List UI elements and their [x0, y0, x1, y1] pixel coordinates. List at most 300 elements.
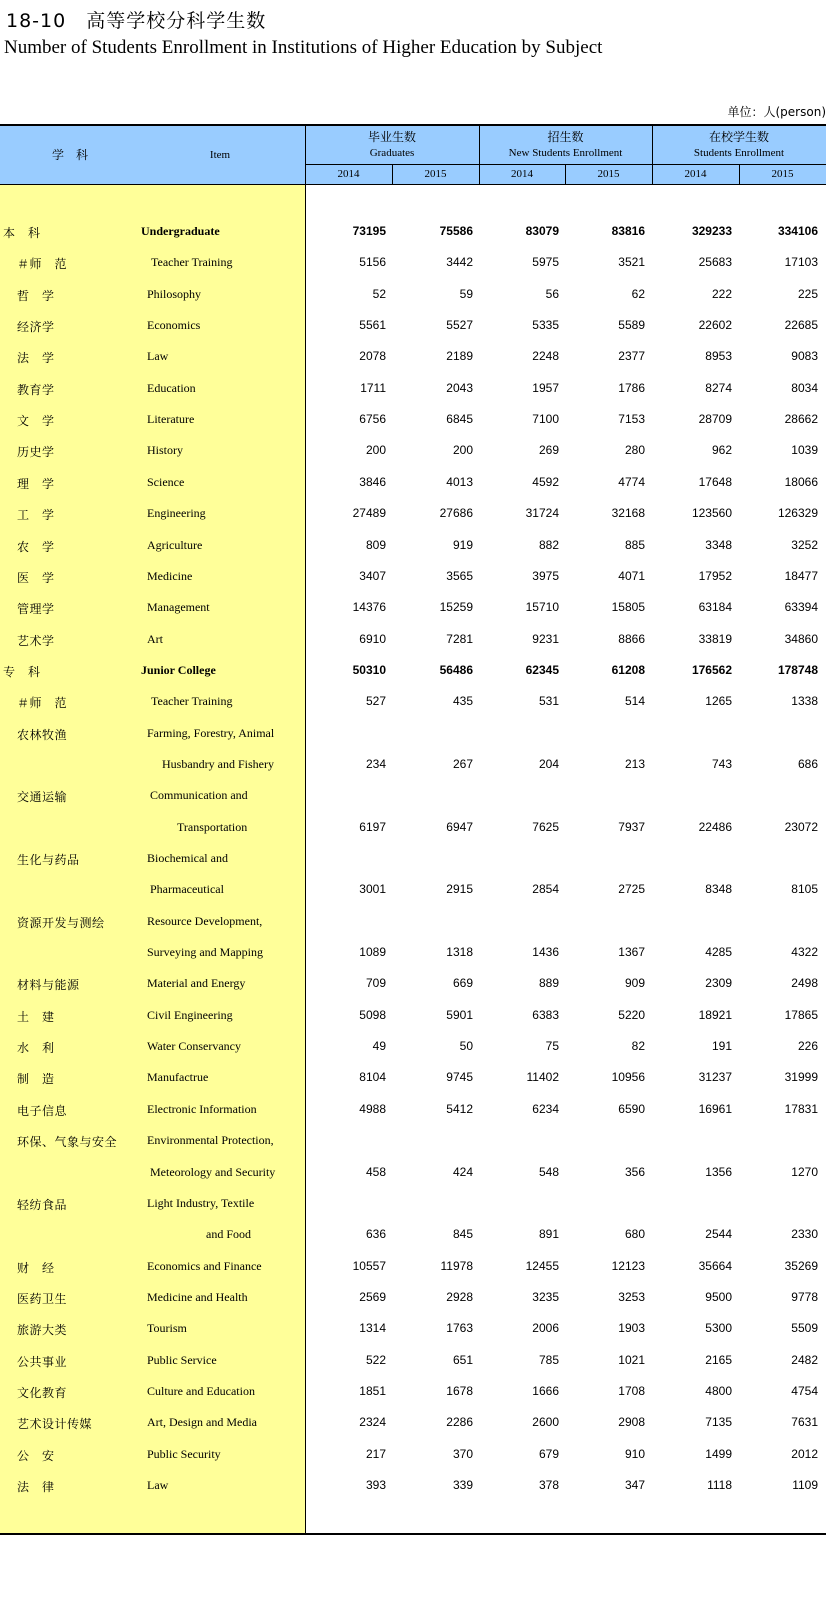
cell-value: 5589 [618, 318, 645, 332]
row-label-english: Teacher Training [151, 694, 233, 708]
cell-value: 962 [711, 443, 732, 457]
cell-value: 9083 [791, 349, 818, 363]
table-row [0, 506, 826, 526]
cell-value: 1356 [705, 1165, 732, 1179]
row-label-chinese: 本 科 [3, 226, 41, 240]
cell-value: 33819 [698, 632, 732, 646]
row-label-chinese: 资源开发与测绘 [17, 916, 105, 930]
cell-value: 32168 [611, 506, 645, 520]
table-row [0, 757, 826, 777]
cell-value: 213 [624, 757, 645, 771]
cell-value: 62 [631, 287, 645, 301]
cell-value: 669 [452, 976, 473, 990]
row-label-english: Environmental Protection, [147, 1133, 274, 1147]
row-label-chinese: 专 科 [3, 665, 41, 679]
row-label-chinese: 环保、气象与安全 [17, 1135, 118, 1149]
cell-value: 23072 [784, 820, 818, 834]
table-row [0, 945, 826, 965]
cell-value: 1265 [705, 694, 732, 708]
row-label-english: Husbandry and Fishery [162, 757, 274, 771]
cell-value: 75 [545, 1039, 559, 1053]
row-label-chinese: 材料与能源 [17, 978, 80, 992]
cell-value: 18921 [698, 1008, 732, 1022]
row-label-chinese: 电子信息 [17, 1104, 68, 1118]
cell-value: 2725 [618, 882, 645, 896]
row-label-english: Medicine [147, 569, 193, 583]
cell-value: 83816 [611, 224, 645, 238]
cell-value: 7625 [532, 820, 559, 834]
table-row [0, 632, 826, 652]
cell-value: 7937 [618, 820, 645, 834]
cell-value: 2600 [532, 1415, 559, 1429]
cell-value: 2324 [359, 1415, 386, 1429]
cell-value: 2544 [705, 1227, 732, 1241]
row-label-english: Philosophy [147, 287, 202, 301]
cell-value: 12455 [525, 1259, 559, 1273]
row-label-english: Surveying and Mapping [147, 945, 263, 959]
cell-value: 178748 [777, 663, 818, 677]
cell-value: 2286 [446, 1415, 473, 1429]
cell-value: 1499 [705, 1447, 732, 1461]
row-label-chinese: 艺术学 [17, 634, 55, 648]
cell-value: 6947 [446, 820, 473, 834]
cell-value: 27489 [352, 506, 386, 520]
row-label-english: History [147, 443, 183, 457]
table-row [0, 882, 826, 902]
cell-value: 1851 [359, 1384, 386, 1398]
cell-value: 2248 [532, 349, 559, 363]
cell-value: 435 [452, 694, 473, 708]
row-label-english: Art [147, 632, 163, 646]
cell-value: 4592 [532, 475, 559, 489]
table-title-english: Number of Students Enrollment in Institutions of Higher Education by Subject [4, 37, 603, 58]
row-label-chinese: 法 学 [17, 351, 55, 365]
table-row [0, 820, 826, 840]
cell-value: 4013 [446, 475, 473, 489]
row-label-chinese: 土 建 [17, 1010, 55, 1024]
cell-value: 2915 [446, 882, 473, 896]
cell-value: 15259 [439, 600, 473, 614]
row-label-chinese: 生化与药品 [17, 853, 80, 867]
cell-value: 17103 [784, 255, 818, 269]
unit-label: 单位：人(person) [727, 105, 826, 119]
table-row [0, 224, 826, 244]
row-label-chinese: 经济学 [17, 320, 55, 334]
group-header-enrollment-en: Students Enrollment [693, 147, 785, 159]
cell-value: 1903 [618, 1321, 645, 1335]
cell-value: 5509 [791, 1321, 818, 1335]
cell-value: 31237 [698, 1070, 732, 1084]
cell-value: 204 [538, 757, 559, 771]
cell-value: 3348 [705, 538, 732, 552]
cell-value: 9745 [446, 1070, 473, 1084]
year-header: 2014 [337, 168, 360, 180]
table-row [0, 381, 826, 401]
cell-value: 5975 [532, 255, 559, 269]
group-header-graduates-cn: 毕业生数 [367, 130, 416, 144]
row-label-chinese: 艺术设计传媒 [17, 1417, 93, 1431]
cell-value: 1338 [791, 694, 818, 708]
cell-value: 4322 [791, 945, 818, 959]
table-row [0, 694, 826, 714]
year-divider [392, 165, 393, 184]
cell-value: 6910 [359, 632, 386, 646]
cell-value: 651 [452, 1353, 473, 1367]
row-label-english: Public Service [147, 1353, 217, 1367]
row-label-chinese: 工 学 [17, 508, 55, 522]
row-label-chinese: 医 学 [17, 571, 55, 585]
cell-value: 52 [372, 287, 386, 301]
cell-value: 7153 [618, 412, 645, 426]
cell-value: 28662 [784, 412, 818, 426]
cell-value: 11978 [440, 1259, 473, 1273]
row-label-english: Light Industry, Textile [147, 1196, 255, 1210]
year-divider [565, 165, 566, 184]
cell-value: 378 [538, 1478, 559, 1492]
cell-value: 1314 [359, 1321, 386, 1335]
cell-value: 59 [459, 287, 473, 301]
cell-value: 2854 [532, 882, 559, 896]
cell-value: 5098 [359, 1008, 386, 1022]
row-label-english: Resource Development, [147, 914, 263, 928]
year-header: 2015 [424, 168, 447, 180]
cell-value: 514 [624, 694, 645, 708]
cell-value: 2908 [618, 1415, 645, 1429]
cell-value: 4071 [618, 569, 645, 583]
cell-value: 339 [452, 1478, 473, 1492]
table-row [0, 1227, 826, 1247]
cell-value: 4754 [791, 1384, 818, 1398]
cell-value: 531 [538, 694, 559, 708]
item-header-chinese: 学 科 [51, 148, 88, 162]
cell-value: 17952 [698, 569, 732, 583]
cell-value: 1786 [618, 381, 645, 395]
cell-value: 1367 [618, 945, 645, 959]
table-row [0, 443, 826, 463]
cell-value: 10557 [352, 1259, 386, 1273]
cell-value: 709 [365, 976, 386, 990]
table-row [0, 1259, 826, 1279]
cell-value: 1711 [360, 381, 386, 395]
cell-value: 56 [545, 287, 559, 301]
table-row [0, 914, 826, 934]
cell-value: 3001 [359, 882, 386, 896]
table-row [0, 1133, 826, 1153]
row-label-chinese: 农林牧渔 [17, 728, 68, 742]
cell-value: 5901 [446, 1008, 473, 1022]
cell-value: 2012 [791, 1447, 818, 1461]
table-row [0, 287, 826, 307]
cell-value: 28709 [698, 412, 732, 426]
table-row [0, 1478, 826, 1498]
cell-value: 424 [452, 1165, 473, 1179]
row-label-english: Agriculture [147, 538, 203, 552]
cell-value: 7631 [791, 1415, 818, 1429]
table-row [0, 600, 826, 620]
cell-value: 269 [538, 443, 559, 457]
cell-value: 919 [452, 538, 473, 552]
row-label-english: Literature [147, 412, 195, 426]
cell-value: 522 [365, 1353, 386, 1367]
cell-value: 200 [452, 443, 473, 457]
cell-value: 3846 [359, 475, 386, 489]
cell-value: 126329 [777, 506, 818, 520]
table-row [0, 663, 826, 683]
cell-value: 1039 [791, 443, 818, 457]
row-label-english: Economics [147, 318, 201, 332]
cell-value: 191 [711, 1039, 732, 1053]
row-label-chinese: ＃师 范 [17, 257, 68, 271]
cell-value: 370 [452, 1447, 473, 1461]
row-label-english: Pharmaceutical [150, 882, 224, 896]
cell-value: 56486 [439, 663, 473, 677]
cell-value: 267 [452, 757, 473, 771]
year-divider [739, 165, 740, 184]
cell-value: 909 [624, 976, 645, 990]
cell-value: 8034 [791, 381, 818, 395]
cell-value: 8274 [705, 381, 732, 395]
cell-value: 3253 [618, 1290, 645, 1304]
row-label-english: Manufactrue [147, 1070, 209, 1084]
cell-value: 8105 [791, 882, 818, 896]
row-label-chinese: 水 利 [17, 1041, 55, 1055]
cell-value: 9231 [532, 632, 559, 646]
table-row [0, 1070, 826, 1090]
table-row [0, 1447, 826, 1467]
cell-value: 5335 [532, 318, 559, 332]
cell-value: 17865 [784, 1008, 818, 1022]
cell-value: 2309 [705, 976, 732, 990]
group-header-enrollment-cn: 在校学生数 [708, 130, 769, 144]
row-label-english: Science [147, 475, 185, 489]
row-label-chinese: 公共事业 [17, 1355, 68, 1369]
cell-value: 73195 [352, 224, 386, 238]
table-row [0, 475, 826, 495]
row-label-chinese: 文化教育 [17, 1386, 68, 1400]
row-label-english: Culture and Education [147, 1384, 255, 1398]
cell-value: 1436 [532, 945, 559, 959]
row-label-english: Teacher Training [151, 255, 233, 269]
cell-value: 8104 [359, 1070, 386, 1084]
row-label-chinese: 管理学 [17, 602, 55, 616]
cell-value: 7100 [532, 412, 559, 426]
cell-value: 6383 [532, 1008, 559, 1022]
cell-value: 2006 [532, 1321, 559, 1335]
cell-value: 18477 [784, 569, 818, 583]
cell-value: 527 [365, 694, 386, 708]
item-header-english: Item [209, 149, 231, 161]
row-label-english: Engineering [147, 506, 206, 520]
table-header [0, 125, 826, 184]
row-label-english: Material and Energy [147, 976, 246, 990]
cell-value: 2189 [446, 349, 473, 363]
cell-value: 2165 [705, 1353, 732, 1367]
table-bottom-rule [0, 1533, 826, 1535]
cell-value: 61208 [611, 663, 645, 677]
cell-value: 7135 [705, 1415, 732, 1429]
cell-value: 15805 [611, 600, 645, 614]
table-row [0, 349, 826, 369]
cell-value: 123560 [691, 506, 732, 520]
group-divider [479, 125, 480, 184]
cell-value: 356 [624, 1165, 645, 1179]
cell-value: 62345 [525, 663, 559, 677]
row-label-english: Public Security [147, 1447, 221, 1461]
cell-value: 8348 [705, 882, 732, 896]
row-label-english: Education [147, 381, 196, 395]
cell-value: 5561 [359, 318, 386, 332]
year-header: 2015 [771, 168, 794, 180]
row-label-chinese: 财 经 [17, 1261, 55, 1275]
table-row [0, 726, 826, 746]
cell-value: 679 [538, 1447, 559, 1461]
cell-value: 1678 [446, 1384, 473, 1398]
row-label-chinese: 理 学 [17, 477, 55, 491]
row-label-chinese: 哲 学 [17, 289, 55, 303]
table-row [0, 1321, 826, 1341]
cell-value: 785 [538, 1353, 559, 1367]
cell-value: 910 [624, 1447, 645, 1461]
cell-value: 548 [538, 1165, 559, 1179]
cell-value: 1270 [791, 1165, 818, 1179]
cell-value: 393 [365, 1478, 386, 1492]
cell-value: 17648 [698, 475, 732, 489]
cell-value: 4988 [359, 1102, 386, 1116]
cell-value: 458 [365, 1165, 386, 1179]
row-label-chinese: 法 律 [17, 1480, 55, 1494]
table-row [0, 1008, 826, 1028]
cell-value: 7281 [446, 632, 473, 646]
cell-value: 2330 [791, 1227, 818, 1241]
year-header: 2014 [684, 168, 707, 180]
row-label-english: Meteorology and Security [150, 1165, 276, 1179]
cell-value: 63184 [698, 600, 732, 614]
row-label-english: Art, Design and Media [147, 1415, 257, 1429]
cell-value: 6756 [359, 412, 386, 426]
cell-value: 2569 [359, 1290, 386, 1304]
cell-value: 1109 [792, 1478, 818, 1492]
cell-value: 882 [538, 538, 559, 552]
cell-value: 6197 [359, 820, 386, 834]
cell-value: 34860 [784, 632, 818, 646]
cell-value: 2498 [791, 976, 818, 990]
row-label-english: Communication and [150, 788, 248, 802]
row-label-english: Water Conservancy [147, 1039, 241, 1053]
cell-value: 280 [624, 443, 645, 457]
cell-value: 6234 [532, 1102, 559, 1116]
cell-value: 14376 [352, 600, 386, 614]
cell-value: 22685 [784, 318, 818, 332]
cell-value: 889 [538, 976, 559, 990]
cell-value: 75586 [439, 224, 473, 238]
table-row [0, 318, 826, 338]
cell-value: 217 [365, 1447, 386, 1461]
row-label-chinese: 历史学 [17, 445, 55, 459]
cell-value: 3407 [359, 569, 386, 583]
group-divider [652, 125, 653, 184]
cell-value: 1708 [618, 1384, 645, 1398]
cell-value: 3521 [618, 255, 645, 269]
cell-value: 2377 [618, 349, 645, 363]
cell-value: 1021 [618, 1353, 645, 1367]
group-header-graduates-en: Graduates [369, 147, 415, 159]
cell-value: 8866 [618, 632, 645, 646]
cell-value: 885 [624, 538, 645, 552]
row-label-chinese: 文 学 [17, 414, 55, 428]
row-label-chinese: 公 安 [17, 1449, 55, 1463]
row-label-chinese: 制 造 [17, 1072, 55, 1086]
cell-value: 5300 [705, 1321, 732, 1335]
cell-value: 2928 [446, 1290, 473, 1304]
row-label-english: and Food [206, 1227, 251, 1241]
cell-value: 226 [797, 1039, 818, 1053]
cell-value: 200 [365, 443, 386, 457]
cell-value: 15710 [525, 600, 559, 614]
cell-value: 35269 [784, 1259, 818, 1273]
table-row [0, 1384, 826, 1404]
cell-value: 83079 [525, 224, 559, 238]
cell-value: 9500 [705, 1290, 732, 1304]
cell-value: 1666 [532, 1384, 559, 1398]
row-label-english: Electronic Information [147, 1102, 257, 1116]
cell-value: 16961 [698, 1102, 732, 1116]
table-row [0, 412, 826, 432]
year-header: 2014 [511, 168, 533, 180]
cell-value: 22486 [698, 820, 732, 834]
cell-value: 49 [372, 1039, 386, 1053]
row-label-english: Junior College [141, 663, 216, 677]
table-row [0, 255, 826, 275]
cell-value: 1089 [359, 945, 386, 959]
cell-value: 334106 [777, 224, 818, 238]
cell-value: 31999 [784, 1070, 818, 1084]
cell-value: 11402 [526, 1070, 559, 1084]
group-header-new-students-en: New Students Enrollment [508, 147, 623, 159]
table-row [0, 1290, 826, 1310]
cell-value: 347 [624, 1478, 645, 1492]
table-row [0, 976, 826, 996]
row-label-english: Undergraduate [141, 224, 220, 238]
cell-value: 82 [631, 1039, 645, 1053]
cell-value: 3975 [532, 569, 559, 583]
cell-value: 3442 [446, 255, 473, 269]
cell-value: 4774 [618, 475, 645, 489]
cell-value: 3252 [791, 538, 818, 552]
cell-value: 686 [797, 757, 818, 771]
cell-value: 891 [538, 1227, 559, 1241]
cell-value: 6845 [446, 412, 473, 426]
cell-value: 1763 [446, 1321, 473, 1335]
row-label-chinese: 交通运输 [17, 790, 68, 804]
cell-value: 63394 [784, 600, 818, 614]
cell-value: 50310 [352, 663, 386, 677]
cell-value: 329233 [691, 224, 732, 238]
cell-value: 1118 [707, 1478, 732, 1492]
cell-value: 18066 [784, 475, 818, 489]
cell-value: 234 [365, 757, 386, 771]
table-row [0, 1415, 826, 1435]
row-label-english: Tourism [147, 1321, 187, 1335]
cell-value: 743 [711, 757, 732, 771]
cell-value: 27686 [439, 506, 473, 520]
cell-value: 5220 [618, 1008, 645, 1022]
cell-value: 35664 [698, 1259, 732, 1273]
cell-value: 845 [452, 1227, 473, 1241]
cell-value: 12123 [611, 1259, 645, 1273]
table-row [0, 1196, 826, 1216]
table-row [0, 538, 826, 558]
group-header-new-students-cn: 招生数 [547, 130, 584, 144]
